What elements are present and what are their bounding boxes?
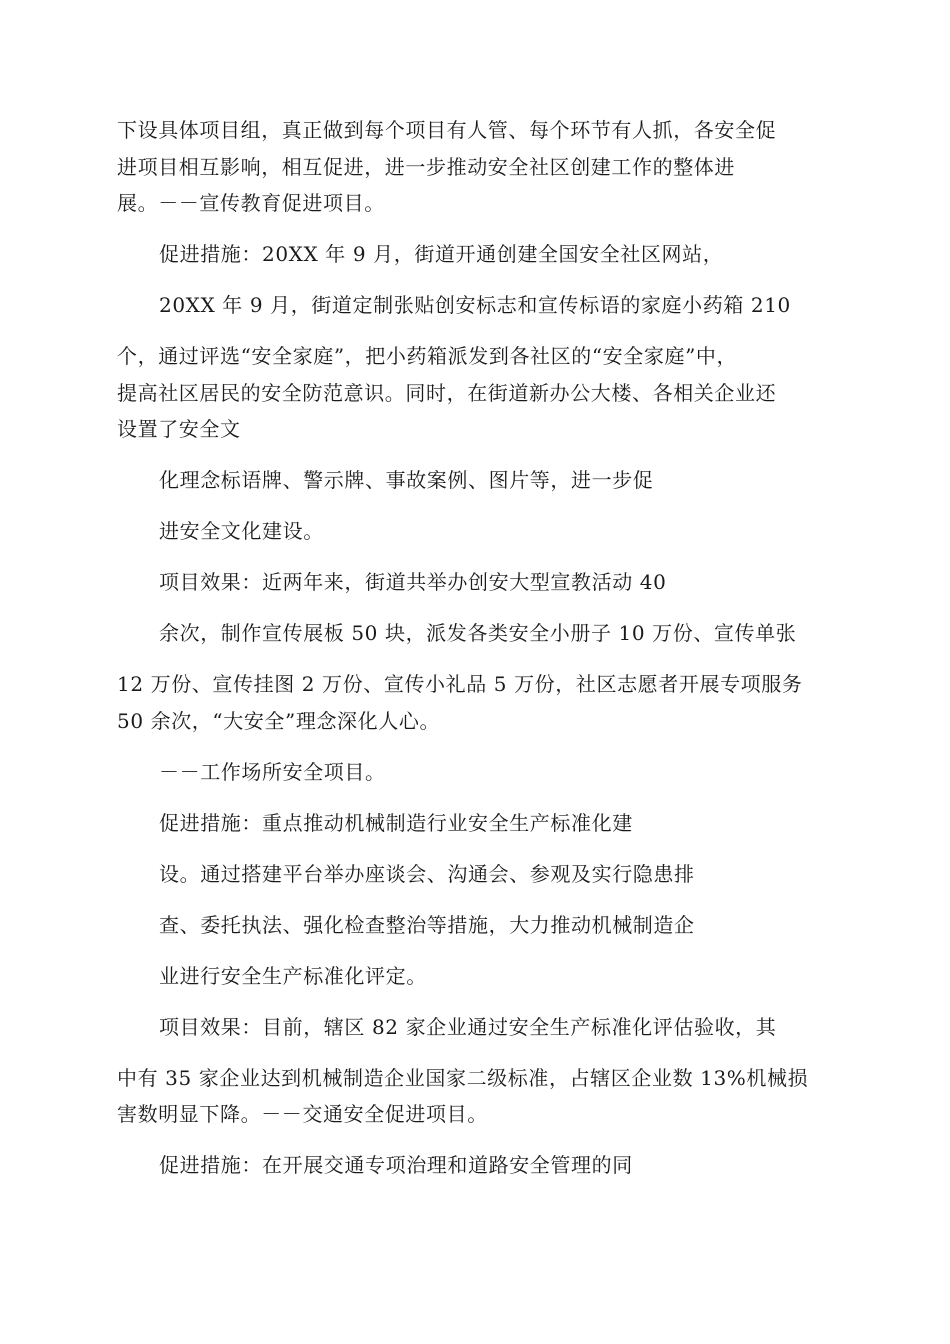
text-line: 下设具体项目组，真正做到每个项目有人管、每个环节有人抓，各安全促 xyxy=(117,118,777,142)
text-line: 20XX 年 9 月，街道定制张贴创安标志和宣传标语的家庭小药箱 210 xyxy=(159,293,791,317)
paragraph xyxy=(117,754,837,791)
text-line: 设。通过搭建平台举办座谈会、沟通会、参观及实行隐患排 xyxy=(159,861,695,886)
text-line: 12 万份、宣传挂图 2 万份、宣传小礼品 5 万份，社区志愿者开展专项服务 xyxy=(117,672,803,696)
text-line: 50 余次，“大安全”理念深化人心。 xyxy=(117,708,441,733)
text-line: 展。－－宣传教育促进项目。 xyxy=(117,191,385,215)
paragraph xyxy=(117,462,837,499)
text-line: 设置了安全文 xyxy=(117,417,241,441)
paragraph xyxy=(117,907,837,944)
text-line: －－工作场所安全项目。 xyxy=(159,759,386,784)
paragraph xyxy=(117,112,837,222)
text-line: 提高社区居民的安全防范意识。同时，在街道新办公大楼、各相关企业还 xyxy=(117,380,777,405)
paragraph xyxy=(117,236,837,273)
text-line: 中有 35 家企业达到机械制造企业国家二级标准，占辖区企业数 13%机械损 xyxy=(117,1065,809,1090)
paragraph xyxy=(117,564,837,601)
paragraph xyxy=(117,856,837,893)
text-line: 个，通过评选“安全家庭”，把小药箱派发到各社区的“安全家庭”中， xyxy=(117,344,738,368)
paragraph xyxy=(117,1009,837,1046)
text-line: 业进行安全生产标准化评定。 xyxy=(159,963,427,988)
paragraph xyxy=(117,958,837,995)
text-line: 促进措施：在开展交通专项治理和道路安全管理的同 xyxy=(159,1153,633,1177)
paragraph xyxy=(117,513,837,550)
paragraph xyxy=(117,1060,837,1133)
text-line: 查、委托执法、强化检查整治等措施，大力推动机械制造企 xyxy=(159,912,695,937)
text-line: 害数明显下降。－－交通安全促进项目。 xyxy=(117,1102,488,1126)
text-line: 进项目相互影响，相互促进，进一步推动安全社区创建工作的整体进 xyxy=(117,154,735,179)
text-line: 进安全文化建设。 xyxy=(159,519,324,543)
paragraph xyxy=(117,666,837,739)
text-line: 余次，制作宣传展板 50 块，派发各类安全小册子 10 万份、宣传单张 xyxy=(159,621,797,645)
paragraph xyxy=(117,615,837,652)
paragraph xyxy=(117,338,837,448)
text-line: 化理念标语牌、警示牌、事故案例、图片等，进一步促 xyxy=(159,468,654,492)
document-body xyxy=(117,112,837,1198)
paragraph xyxy=(117,805,837,842)
paragraph xyxy=(117,287,837,324)
paragraph xyxy=(117,1147,837,1184)
text-line: 促进措施：重点推动机械制造行业安全生产标准化建 xyxy=(159,810,633,835)
text-line: 促进措施：20XX 年 9 月，街道开通创建全国安全社区网站， xyxy=(159,242,724,266)
text-line: 项目效果：近两年来，街道共举办创安大型宣教活动 40 xyxy=(159,570,667,594)
text-line: 项目效果：目前，辖区 82 家企业通过安全生产标准化评估验收，其 xyxy=(159,1014,777,1039)
